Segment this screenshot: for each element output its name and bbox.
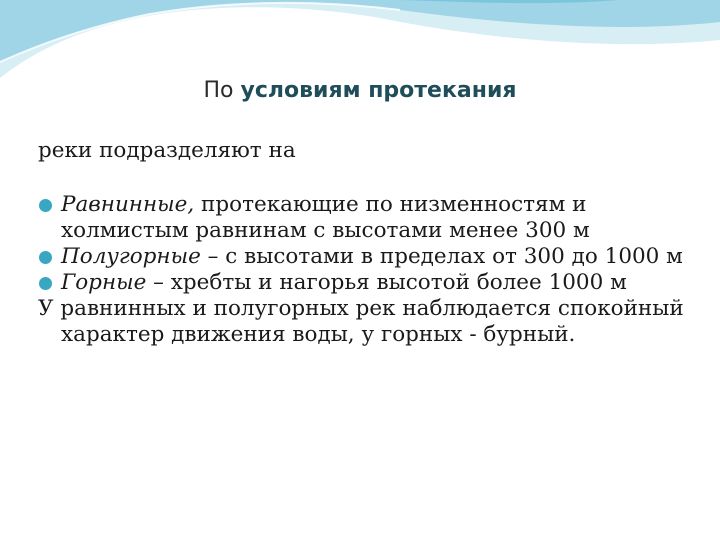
slide-body [38, 138, 698, 348]
title-bold: условиям протекания [240, 78, 517, 103]
bullet-text: – с высотами в пределах от 300 до 1000 м [200, 244, 683, 269]
bullet-icon [39, 199, 52, 212]
slide-title [0, 78, 720, 103]
bullet-text: протекающие по низменностям и холмистым равнинам с высотами менее 300 м [61, 192, 590, 243]
bullet-item [38, 244, 698, 270]
bullet-icon [39, 277, 52, 290]
bullet-item [38, 270, 698, 296]
intro-text: реки подразделяют на [38, 138, 296, 163]
bullet-icon [39, 251, 52, 264]
title-prefix: По [203, 78, 241, 103]
header-wave-decoration [0, 0, 720, 90]
bullet-item [38, 192, 698, 244]
bullet-term: Полугорные [61, 244, 201, 269]
bullet-text: – хребты и нагорья высотой более 1000 м [146, 270, 627, 295]
conclusion-text: У равнинных и полугорных рек наблюдается спокойный характер движения воды, у горных - бурный. [38, 296, 684, 347]
bullet-term: Горные [61, 270, 147, 295]
bullet-term: Равнинные, [61, 192, 195, 217]
